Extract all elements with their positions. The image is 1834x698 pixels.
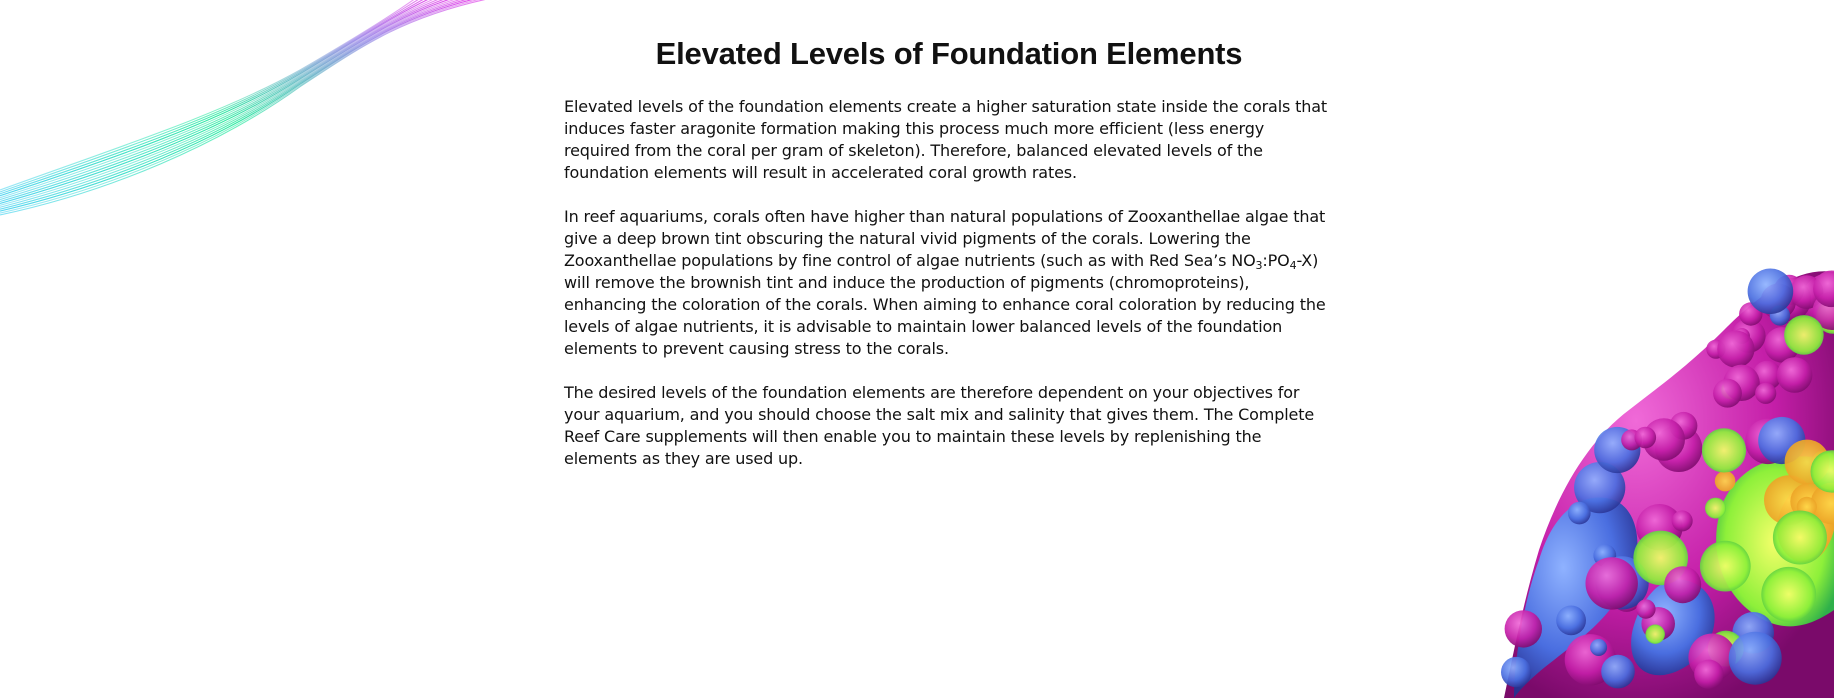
paragraph-coloration-part-3: -X) will remove the brownish tint and induce the production of pigments (chromoproteins), enhancing the coloration of the corals. When aiming to enhance coral coloration by reducing the levels of algae nutrients, it is advisable to maintain lower balanced levels of the foundation elements to prevent causing stress to the corals. [564,251,1326,358]
wave-line [0,0,466,207]
coral-bump [1717,331,1754,368]
coral-bump [1784,315,1824,355]
coral-bump [1672,510,1693,531]
coral-bump [1501,657,1531,687]
coral-bump [1777,357,1813,393]
coral-bump [1705,498,1726,519]
coral-bump [1702,428,1746,472]
page-title: Elevated Levels of Foundation Elements [655,36,1243,71]
coral-bump [1664,566,1701,603]
coral-bump [1505,610,1542,647]
coral-bump [1715,471,1736,492]
coral-bump [1635,427,1657,449]
paragraph-coloration [564,206,1334,360]
coral-bump [1586,557,1638,609]
paragraph-coloration-part-2: :PO [1262,251,1290,270]
coral-bump [1646,625,1665,644]
coral-bump [1568,502,1591,525]
coral-bump [1755,383,1776,404]
coral-bump [1694,660,1723,689]
coral-bump [1729,632,1782,685]
coral-bump [1556,606,1586,636]
article [564,30,1334,492]
coral-bump [1700,541,1751,592]
paragraph-coloration-part-1: In reef aquariums, corals often have higher than natural populations of Zooxanthellae algae that give a deep brown tint obscuring the natural vivid pigments of the corals. Lowering the Zooxanthellae populations by fine control of algae nutrients (such as with Red Sea’s NO [564,207,1326,270]
wave-line [0,0,440,198]
wave-line [0,0,420,190]
wave-line [0,0,430,194]
coral-bump [1713,379,1742,408]
coral-bump [1761,567,1816,622]
no3-subscript: 3 [1255,259,1263,272]
coral-bump [1748,269,1794,315]
decorative-wave-lines [0,0,560,240]
coral-bump [1636,599,1655,618]
coral-image [1364,260,1834,698]
po4-subscript: 4 [1289,259,1297,272]
coral-bump [1773,511,1827,565]
wave-line [0,0,471,209]
coral-body [1501,269,1834,698]
coral-bump [1601,655,1635,689]
paragraph-saturation: Elevated levels of the foundation elements create a higher saturation state inside the corals that induces faster aragonite formation making this process much more efficient (less energy required from the coral per gram of skeleton). Therefore, balanced elevated levels of the foundation elements will result in accelerated coral growth rates. [564,97,1328,182]
paragraph-objectives: The desired levels of the foundation elements are therefore dependent on your objectives for your aquarium, and you should choose the salt mix and salinity that gives them. The Complete Reef Care supplements will then enable you to maintain these levels by replenishing the elements as they are used up. [564,383,1315,468]
wave-line [0,0,425,192]
coral-bump [1590,639,1607,656]
